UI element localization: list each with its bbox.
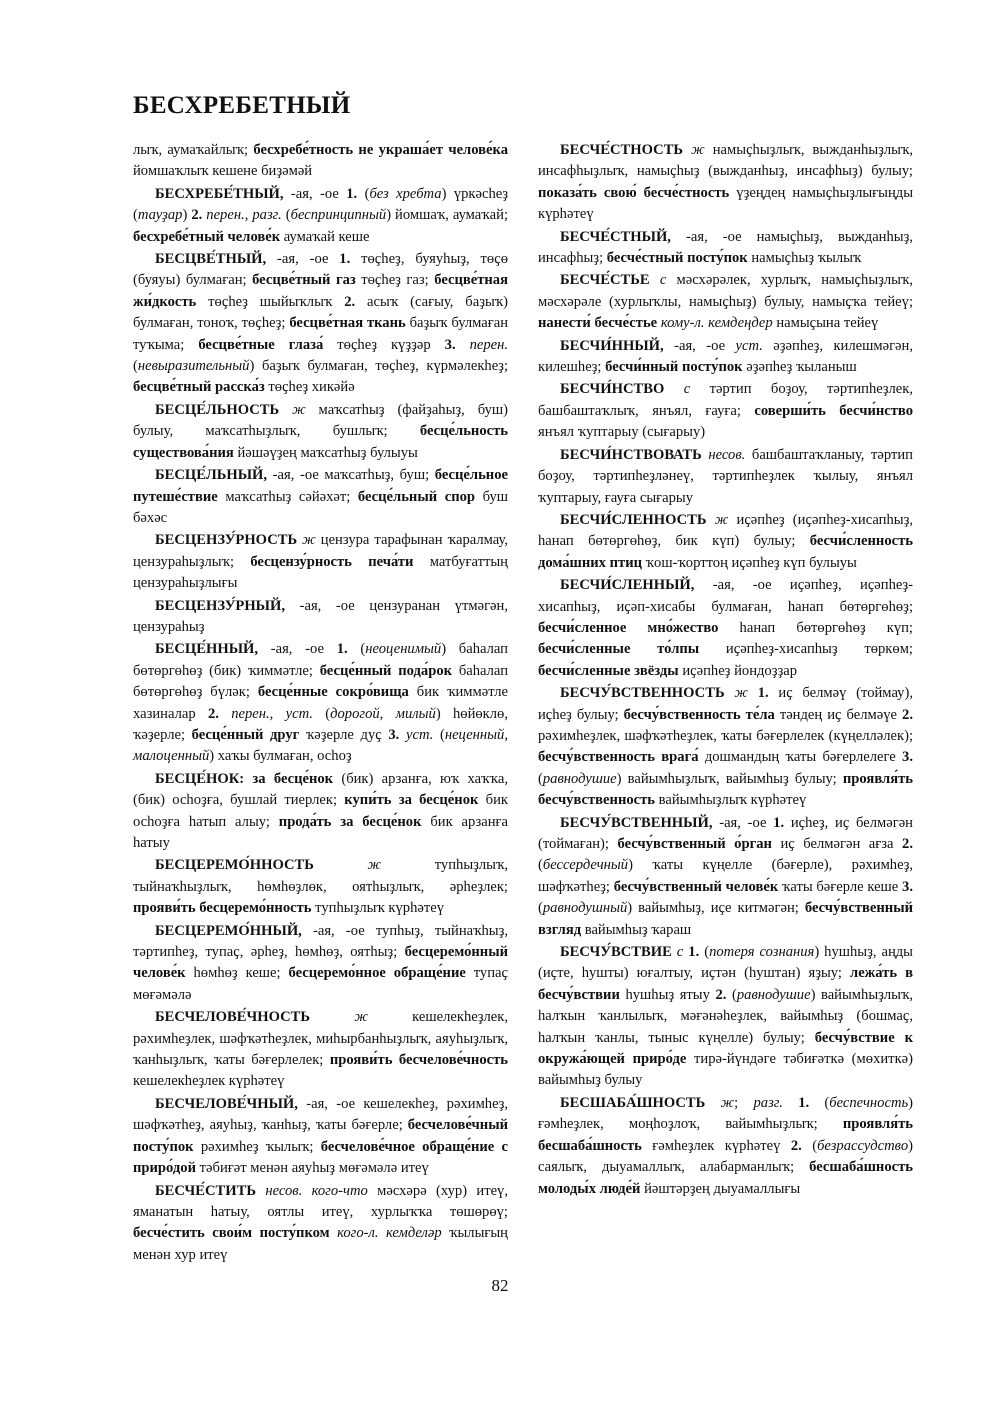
dictionary-entry: БЕСЦЕНЗУ́РНЫЙ, -ая, -ое цензуранан үтмәгән, цензураһыҙ [133, 597, 508, 635]
dictionary-entry: БЕСЧЕ́СТЬЕ с мәсхәрәлек, хурлыҡ, намыҫһыҙлыҡ, мәсхәрәле (хурлыҡлы, намыҫһыҙ) булыу, намыҫҡа тейеү; нанести́ бесче́стье кому-л. кемдеңдер намыҫына тейеү [538, 272, 913, 332]
left-column [133, 140, 508, 1267]
dictionary-entry: БЕСЦЕРЕМО́ННЫЙ, -ая, -ое тупһыҙ, тыйнаҡһыҙ, тәртипһеҙ, тупаҫ, әрһеҙ, һөмһөҙ, оятһыҙ; бесцеремо́нный челове́к һөмһөҙ кеше; бесцеремо́нное обраще́ние тупаҫ мөғәмәлә [133, 922, 508, 1003]
dictionary-entry: БЕСЦЕ́ЛЬНОСТЬ ж маҡсатһыҙ (файҙаһыҙ, буш) булыу, маҡсатһыҙлыҡ, бушлыҡ; бесце́льность существова́ния йәшәүҙең маҡсатһыҙ булыуы [133, 401, 508, 461]
dictionary-entry: БЕСЧУ́ВСТВЕННОСТЬ ж 1. иҫ белмәү (тоймау), иҫһеҙ булыу; бесчу́вственность те́ла тәндең иҫ белмәүе 2. рәхимһеҙлек, шәфҡәтһеҙлек, ҡаты бәғерлелек (күңелләлек); бесчу́вственность врага́ дошмандың ҡаты бәғерлелеге 3. (равнодушие) вайымһыҙлыҡ, вайымһыҙ булыу; проявля́ть бесчу́вственность вайымһыҙлыҡ күрһәтеү [538, 685, 913, 809]
dictionary-entry: БЕСЧИ́ННЫЙ, -ая, -ое уст. әҙәпһеҙ, килешмәгән, килешһеҙ; бесчи́нный посту́пок әҙәпһеҙ ҡыланыш [538, 337, 913, 376]
dictionary-entry: лыҡ, аумаҡайлыҡ; бесхребе́тность не украша́ет челове́ка йомшаҡлыҡ кешене биҙәмәй [133, 142, 509, 180]
dictionary-entry: БЕСЧЕЛОВЕ́ЧНОСТЬ ж кешелекһеҙлек, рәхимһеҙлек, шәфҡәтһеҙлек, миһырбанһыҙлыҡ, аяуһыҙлыҡ, ҡанһыҙлыҡ, ҡаты бәғерлелек; прояви́ть бесчелове́чность кешелекһеҙлек күрһәтеү [133, 1009, 508, 1090]
dictionary-entry: БЕСЧУ́ВСТВИЕ с 1. (потеря сознания) һушһыҙ, аңды (иҫте, һушты) юғалтыу, иҫтән (һуштан) яҙыу; лежа́ть в бесчу́вствии һушһыҙ ятыу 2. (равнодушие) вайымһыҙлыҡ, һалҡын ҡанлылыҡ, мәғәнәһеҙлек, вайымһыҙ (бошмаҫ, һалҡын ҡанлы, тыныс күңелле) булыу; бесчу́вствие к окружа́ющей приро́де тирә-йүндәге тәбиғәткә (мөхиткә) вайымһыҙ булыу [538, 944, 913, 1089]
dictionary-entry: БЕСХРЕБЕ́ТНЫЙ, -ая, -ое 1. (без хребта) үркәсһеҙ (тауҙар) 2. перен., разг. (беспринципный) йомшаҡ, аумаҡай; бесхребе́тный челове́к аумаҡай кеше [133, 185, 508, 245]
dictionary-entry: БЕСЦЕРЕМО́ННОСТЬ ж тупһыҙлыҡ, тыйнаҡһыҙлыҡ, һөмһөҙлөк, оятһыҙлыҡ, әрһеҙлек; прояви́ть бесцеремо́нность тупһыҙлыҡ күрһәтеү [133, 857, 508, 917]
dictionary-entry: БЕСЧИ́НСТВО с тәртип боҙоу, тәртипһеҙлек, башбаштаҡлыҡ, янъял, ғауға; соверши́ть бесчи́нство янъял ҡуптарыу (сығарыу) [538, 381, 913, 441]
dictionary-entry: БЕСЧИ́СЛЕННОСТЬ ж иҫәпһеҙ (иҫәпһеҙ-хисапһыҙ, һанап бөтөргөһөҙ, бик күп) булыу; бесчи́сленность дома́шних птиц ҡош-ҡорттоң иҫәпһеҙ күп булыуы [538, 511, 913, 571]
dictionary-entry: БЕСЦЕ́ЛЬНЫЙ, -ая, -ое маҡсатһыҙ, буш; бесце́льное путеше́ствие маҡсатһыҙ сәйәхәт; бесце́льный спор буш бәхәс [133, 467, 509, 526]
dictionary-entry: БЕСЦВЕ́ТНЫЙ, -ая, -ое 1. төҫһеҙ, буяуһыҙ, төҫө (буяуы) булмаған; бесцве́тный газ төҫһеҙ газ; бесцве́тная жи́дкость төҫһеҙ шыйыҡлыҡ 2. асыҡ (сағыу, баҙыҡ) булмаған, тоноҡ, төҫһеҙ; бесцве́тная ткань баҙыҡ булмаған туҡыма; бесцве́тные глаза́ төҫһеҙ күҙҙәр 3. перен. (невыразительный) баҙыҡ булмаған, төҫһеҙ, күрмәлекһеҙ; бесцве́тный расска́з төҫһеҙ хикәйә [133, 251, 509, 396]
dictionary-entry: БЕСЦЕНЗУ́РНОСТЬ ж цензура тарафынан ҡаралмау, цензураһыҙлыҡ; бесцензу́рность печа́ти матбуғаттың цензураһыҙлығы [133, 532, 508, 592]
dictionary-entry: БЕСЧИ́НСТВОВАТЬ несов. башбаштаҡланыу, тәртип боҙоу, тәртипһеҙләнеү, тәртипһеҙлек ҡылыу, янъял ҡуптарыу, ғауға сығарыу [538, 446, 913, 506]
dictionary-entry: БЕСЦЕ́ННЫЙ, -ая, -ое 1. (неоценимый) баһалап бөтөргөһөҙ (бик) ҡиммәтле; бесце́нный пода́рок баһалап бөтөргөһөҙ бүләк; бесце́нные сокро́вища бик ҡиммәтле хазиналар 2. перен., уст. (дорогой, милый) һөйөклө, ҡәҙерле; бесце́нный друг ҡәҙерле дуҫ 3. уст. (неценный, малоценный) хаҡы булмаған, осһоҙ [133, 641, 509, 765]
page-number: 82 [491, 1276, 509, 1295]
dictionary-entry: БЕСЧУ́ВСТВЕННЫЙ, -ая, -ое 1. иҫһеҙ, иҫ белмәгән (тоймаған); бесчу́вственный о́рган иҫ белмәгән ағза 2. (бессердечный) ҡаты күңелле (бәғерле), рәхимһеҙ, шәфҡәтһеҙ; бесчу́вственный челове́к ҡаты бәғерле кеше 3. (равнодушный) вайымһыҙ, иҫе китмәгән; бесчу́вственный взгляд вайымһыҙ ҡараш [538, 814, 913, 938]
right-column [538, 140, 913, 1201]
dictionary-entry: БЕСЧЕ́СТИТЬ несов. кого-что мәсхәрә (хур) итеү, яманатын һатыу, оятлы итеү, хурлыҡҡа төшөрөү; бесче́стить свои́м посту́пком кого-л. кемделәр ҡылығың менән хур итеү [133, 1182, 508, 1263]
dictionary-entry: БЕСШАБА́ШНОСТЬ ж; разг. 1. (беспечность) ғәмһеҙлек, моңһоҙлоҡ, вайымһыҙлыҡ; проявля́ть бесшаба́шность ғәмһеҙлек күрһәтеү 2. (безрассудство) саялыҡ, дыуамаллыҡ, алабарманлыҡ; бесшаба́шность молоды́х люде́й йәштәрҙең дыуамаллығы [538, 1094, 913, 1197]
dictionary-entry: БЕСЧЕЛОВЕ́ЧНЫЙ, -ая, -ое кешелекһеҙ, рәхимһеҙ, шәфҡәтһеҙ, аяуһыҙ, ҡанһыҙ, ҡаты бәғерле; бесчелове́чный посту́пок рәхимһеҙ ҡылыҡ; бесчелове́чное обраще́ние с приро́дой тәбиғәт менән аяуһыҙ мөғәмәлә итеү [133, 1095, 509, 1177]
dictionary-entry: БЕСЧЕ́СТНОСТЬ ж намыҫһыҙлыҡ, выжданһыҙлыҡ, инсафһыҙлыҡ, намыҫһыҙ (выжданһыҙ, инсафһыҙ) булыу; показа́ть свою́ бесче́стность үҙеңдең намыҫһыҙлығыңды күрһәтеү [538, 142, 914, 223]
dictionary-entry: БЕСЧИ́СЛЕННЫЙ, -ая, -ое иҫәпһеҙ, иҫәпһеҙ-хисапһыҙ, иҫәп-хисабы булмаған, һанап бөтөргөһөҙ; бесчи́сленное мно́жество һанап бөтөргөһөҙ күп; бесчи́сленные то́лпы иҫәпһеҙ-хисапһыҙ төркөм; бесчи́сленные звёзды иҫәпһеҙ йондоҙҙар [538, 577, 913, 679]
running-head: БЕСХРЕБЕТНЫЙ [133, 92, 351, 119]
dictionary-entry: БЕСЦЕ́НОК: за бесце́нок (бик) арзанға, юҡ хаҡҡа, (бик) осһоҙға, бушлай тиерлек; купи́ть за бесце́нок бик осһоҙға һатып алыу; прода́ть за бесце́нок бик арзанға һатыу [133, 770, 508, 851]
dictionary-entry: БЕСЧЕ́СТНЫЙ, -ая, -ое намыҫһыҙ, выжданһыҙ, инсафһыҙ; бесче́стный посту́пок намыҫһыҙ ҡылыҡ [538, 228, 913, 267]
